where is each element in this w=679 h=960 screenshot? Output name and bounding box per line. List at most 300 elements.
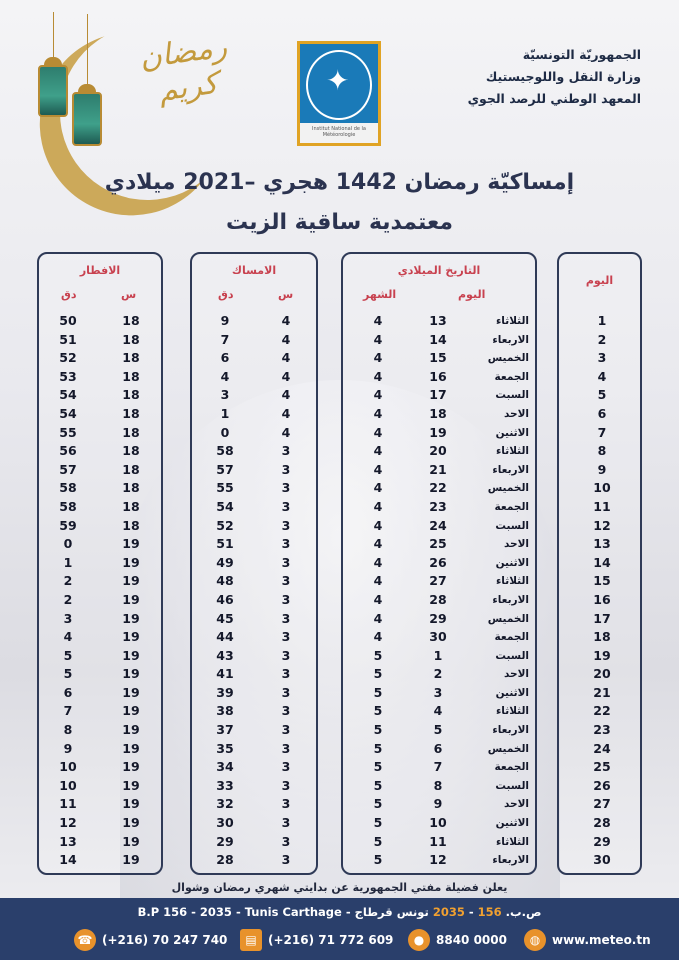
table-row [343,628,535,647]
imsak-hour-cell: 3 [281,610,291,626]
weekday-name-cell: الجمعة [494,370,529,383]
table-row [192,851,316,870]
table-row [343,312,535,331]
gregorian-day-cell: 26 [429,554,447,570]
gregorian-month-cell: 4 [373,443,383,459]
address-postal-code: 2035 [432,905,465,919]
imsak-hour-cell: 4 [281,424,291,440]
iftar-hour-cell: 19 [122,536,140,552]
gregorian-month-cell: 4 [373,573,383,589]
table-row [39,665,161,684]
gregorian-day-cell: 30 [429,629,447,645]
iftar-minute-cell: 59 [59,517,77,533]
ramadan-day-cell: 7 [597,424,607,440]
day-rows [559,312,640,870]
table-row [39,312,161,331]
iftar-minute-cell: 10 [59,777,77,793]
iftar-minute-cell: 1 [63,554,73,570]
table-row [559,814,640,833]
phone-1-text: (+216) 70 247 740 [102,933,228,947]
table-row [192,368,316,387]
gregorian-month-cell: 5 [373,666,383,682]
iftar-hour-cell: 19 [122,759,140,775]
ramadan-day-cell: 12 [593,517,611,533]
ramadan-day-cell: 20 [593,666,611,682]
table-row [39,610,161,629]
imsak-minute-cell: 7 [220,331,230,347]
iftar-hour-cell: 19 [122,852,140,868]
address-po-box-label: ص.ب. [501,905,542,919]
table-row [559,331,640,350]
table-row [559,851,640,870]
imsak-minute-cell: 34 [216,759,234,775]
table-row [192,405,316,424]
gov-line-republic: الجمهوريّة التونسيّة [522,47,641,62]
weekday-name-cell: الاحد [503,668,529,681]
page-title: إمساكيّة رمضان 1442 هجري –2021 ميلادي [104,170,575,195]
gregorian-month-cell: 5 [373,777,383,793]
ramadan-day-cell: 23 [593,722,611,738]
table-row [343,479,535,498]
gregorian-month-cell: 4 [373,554,383,570]
ramadan-day-cell: 10 [593,480,611,496]
ramadan-day-cell: 21 [593,684,611,700]
table-row [343,610,535,629]
table-row [39,405,161,424]
iftar-hour-cell: 19 [122,666,140,682]
gregorian-day-cell: 4 [433,703,443,719]
table-row [39,535,161,554]
iftar-minute-cell: 51 [59,331,77,347]
imsak-minute-cell: 48 [216,573,234,589]
imsak-hour-cell: 3 [281,722,291,738]
iftar-minute-cell: 57 [59,461,77,477]
weekday-name-cell: الثلاثاء [495,575,529,588]
weekday-name-cell: الاثنين [495,426,529,439]
ramadan-day-cell: 16 [593,591,611,607]
contact-phone-3[interactable] [408,928,507,952]
iftar-minute-cell: 10 [59,759,77,775]
gregorian-month-cell: 4 [373,480,383,496]
imsak-header: الامساك [231,264,277,277]
ramadan-day-cell: 2 [597,331,607,347]
gregorian-day-cell: 10 [429,815,447,831]
gregorian-month-cell: 4 [373,313,383,328]
iftar-hour-cell: 19 [122,815,140,831]
ramadan-day-cell: 29 [593,833,611,849]
imsak-hour-cell: 4 [281,350,291,366]
gregorian-day-cell: 8 [433,777,443,793]
page-subtitle: معتمدية ساقية الزيت [225,210,454,235]
table-row [39,814,161,833]
imsak-minute-cell: 52 [216,517,234,533]
imsak-minute-cell: 37 [216,722,234,738]
imsak-minute-cell: 1 [220,405,230,421]
iftar-hour-cell: 18 [122,368,140,384]
imsak-hour-cell: 3 [281,815,291,831]
weekday-name-cell: الاحد [503,538,529,551]
gregorian-header: التاريخ الميلادي [397,264,481,277]
table-row [559,795,640,814]
ramadan-day-cell: 22 [593,703,611,719]
weekday-name-cell: الثلاثاء [495,705,529,718]
contact-website[interactable] [524,928,651,952]
gregorian-month-subheader: الشهر [363,288,397,301]
weekday-name-cell: الخميس [487,352,529,365]
gregorian-month-cell: 4 [373,331,383,347]
table-row [559,833,640,852]
iftar-minute-cell: 54 [59,405,77,421]
imsak-minute-cell: 38 [216,703,234,719]
iftar-column-box [37,252,163,875]
table-row [39,628,161,647]
location-icon: ● [408,929,430,951]
iftar-minute-cell: 53 [59,368,77,384]
table-row [559,721,640,740]
gregorian-day-cell: 19 [429,424,447,440]
table-row [192,721,316,740]
imsak-hour-cell: 4 [281,387,291,403]
table-row [343,702,535,721]
iftar-hour-cell: 18 [122,498,140,514]
gregorian-day-cell: 6 [433,740,443,756]
iftar-hour-cell: 18 [122,517,140,533]
table-row [192,833,316,852]
table-row [559,424,640,443]
weekday-name-cell: السبت [495,519,529,532]
lantern-icon [72,92,102,146]
iftar-minute-cell: 50 [59,313,77,328]
table-row [192,424,316,443]
table-row [343,684,535,703]
weekday-name-cell: الاربعاء [492,854,529,867]
contact-phone-2[interactable] [240,928,393,952]
table-row [343,665,535,684]
imsak-minute-cell: 28 [216,852,234,868]
table-row [343,386,535,405]
iftar-hour-cell: 18 [122,387,140,403]
gregorian-date-box [341,252,537,875]
iftar-minute-cell: 5 [63,666,73,682]
table-row [559,591,640,610]
weekday-name-cell: الاثنين [495,556,529,569]
gregorian-day-cell: 27 [429,573,447,589]
table-row [343,795,535,814]
gregorian-day-cell: 2 [433,666,443,682]
table-row [192,647,316,666]
imsak-minute-cell: 51 [216,536,234,552]
imsak-hour-cell: 3 [281,796,291,812]
table-row [192,349,316,368]
imsak-minute-cell: 55 [216,480,234,496]
gregorian-month-cell: 4 [373,629,383,645]
iftar-minute-cell: 7 [63,703,73,719]
imsak-hour-cell: 3 [281,759,291,775]
table-row [192,461,316,480]
table-row [343,424,535,443]
imsak-hour-cell: 3 [281,443,291,459]
ramadan-day-cell: 4 [597,368,607,384]
table-row [39,331,161,350]
imsak-minute-cell: 30 [216,815,234,831]
gregorian-day-cell: 5 [433,722,443,738]
imsak-minute-cell: 35 [216,740,234,756]
iftar-hour-cell: 19 [122,554,140,570]
table-row [559,740,640,759]
imsak-hour-cell: 3 [281,629,291,645]
iftar-hour-cell: 19 [122,610,140,626]
table-row [192,479,316,498]
footer-address [0,905,679,919]
imsak-minute-cell: 32 [216,796,234,812]
ramadan-day-cell: 6 [597,405,607,421]
table-row [192,517,316,536]
phone-3-text: 8840 0000 [436,933,507,947]
imsak-minute-cell: 9 [220,313,230,328]
imsak-hour-subheader: س [278,288,294,301]
gregorian-day-cell: 13 [429,313,447,328]
table-row [39,349,161,368]
table-row [343,740,535,759]
imsak-hour-cell: 3 [281,740,291,756]
table-row [39,684,161,703]
weekday-name-cell: الخميس [487,742,529,755]
imsak-hour-cell: 4 [281,313,291,328]
iftar-minute-cell: 58 [59,480,77,496]
address-french: B.P 156 - 2035 - Tunis Carthage - [137,905,355,919]
table-row [39,740,161,759]
table-row [559,461,640,480]
table-row [39,647,161,666]
table-row [343,851,535,870]
ramadan-day-cell: 19 [593,647,611,663]
gregorian-month-cell: 5 [373,684,383,700]
ramadan-day-cell: 8 [597,443,607,459]
imsak-hour-cell: 3 [281,684,291,700]
gregorian-day-cell: 29 [429,610,447,626]
weekday-name-cell: الاربعاء [492,463,529,476]
logo-caption: Institut National de la Météorologie [300,123,378,143]
table-row [559,498,640,517]
table-row [559,312,640,331]
table-row [343,572,535,591]
table-row [39,758,161,777]
iftar-hour-cell: 18 [122,405,140,421]
iftar-minute-cell: 54 [59,387,77,403]
table-row [39,572,161,591]
gregorian-day-cell: 14 [429,331,447,347]
gregorian-month-cell: 4 [373,368,383,384]
iftar-minute-cell: 0 [63,536,73,552]
table-row [39,479,161,498]
iftar-hour-cell: 19 [122,722,140,738]
imsak-minute-cell: 0 [220,424,230,440]
ramadan-day-cell: 9 [597,461,607,477]
iftar-hour-cell: 19 [122,796,140,812]
table-row [343,814,535,833]
weekday-name-cell: الاثنين [495,686,529,699]
iftar-hour-cell: 18 [122,480,140,496]
table-row [192,814,316,833]
phone-icon: ☎ [74,929,96,951]
gregorian-day-cell: 24 [429,517,447,533]
gregorian-day-cell: 11 [429,833,447,849]
table-row [559,758,640,777]
table-row [192,591,316,610]
gregorian-month-cell: 4 [373,387,383,403]
table-row [192,386,316,405]
weekday-name-cell: الاربعاء [492,593,529,606]
table-row [343,721,535,740]
table-row [559,665,640,684]
address-po-number: 156 [477,905,502,919]
gregorian-day-cell: 7 [433,759,443,775]
table-row [192,628,316,647]
gregorian-month-cell: 5 [373,833,383,849]
weekday-name-cell: السبت [495,649,529,662]
table-row [343,758,535,777]
weekday-name-cell: الجمعة [494,500,529,513]
weekday-name-cell: الخميس [487,482,529,495]
gregorian-month-cell: 4 [373,536,383,552]
table-row [39,851,161,870]
gregorian-day-cell: 18 [429,405,447,421]
gov-line-institute: المعهد الوطني للرصد الجوي [467,91,641,106]
table-row [39,702,161,721]
iftar-hour-cell: 18 [122,350,140,366]
imsak-minute-cell: 6 [220,350,230,366]
iftar-hour-cell: 18 [122,461,140,477]
gregorian-day-cell: 9 [433,796,443,812]
gregorian-day-cell: 12 [429,852,447,868]
gregorian-month-cell: 5 [373,852,383,868]
table-row [559,442,640,461]
iftar-rows [39,312,161,870]
gregorian-month-cell: 5 [373,759,383,775]
gregorian-month-cell: 4 [373,405,383,421]
imsak-minute-cell: 39 [216,684,234,700]
imsak-hour-cell: 3 [281,852,291,868]
table-row [39,777,161,796]
iftar-hour-cell: 19 [122,703,140,719]
gregorian-month-cell: 5 [373,740,383,756]
imsak-column-box [190,252,318,875]
iftar-minute-cell: 55 [59,424,77,440]
iftar-minute-cell: 13 [59,833,77,849]
imsak-minute-cell: 43 [216,647,234,663]
iftar-minute-cell: 4 [63,629,73,645]
table-row [343,405,535,424]
imsak-hour-cell: 3 [281,573,291,589]
ramadan-kareem-calligraphy: رمضان كريم [137,29,230,109]
ramadan-day-cell: 27 [593,796,611,812]
table-row [39,721,161,740]
table-row [559,628,640,647]
imsak-hour-cell: 3 [281,461,291,477]
gregorian-day-cell: 25 [429,536,447,552]
gregorian-day-cell: 21 [429,461,447,477]
contact-phone-1[interactable] [74,928,227,952]
weekday-name-cell: الجمعة [494,631,529,644]
table-row [192,572,316,591]
table-row [559,554,640,573]
imsak-minute-cell: 49 [216,554,234,570]
table-row [559,572,640,591]
gregorian-day-cell: 3 [433,684,443,700]
weekday-name-cell: الاثنين [495,817,529,830]
weekday-name-cell: الخميس [487,612,529,625]
gregorian-day-cell: 17 [429,387,447,403]
imsak-hour-cell: 4 [281,368,291,384]
ramadan-day-cell: 14 [593,554,611,570]
table-row [39,442,161,461]
imsak-minute-cell: 58 [216,443,234,459]
iftar-hour-cell: 19 [122,591,140,607]
phone-2-text: (+216) 71 772 609 [268,933,394,947]
weekday-name-cell: الجمعة [494,761,529,774]
imsak-minute-cell: 46 [216,591,234,607]
table-row [559,777,640,796]
imsak-hour-cell: 3 [281,777,291,793]
weekday-name-cell: الاحد [503,798,529,811]
sun-wave-icon [306,50,372,120]
table-row [559,702,640,721]
imsak-hour-cell: 3 [281,703,291,719]
table-row [39,795,161,814]
table-row [192,684,316,703]
imsak-minute-cell: 3 [220,387,230,403]
imsak-hour-cell: 3 [281,666,291,682]
gov-line-ministry: وزارة النقل واللوجيستيك [485,69,641,84]
fax-icon: ▤ [240,929,262,951]
table-row [559,535,640,554]
table-row [343,833,535,852]
gregorian-month-cell: 5 [373,815,383,831]
imsak-minute-cell: 41 [216,666,234,682]
iftar-hour-cell: 18 [122,313,140,328]
gregorian-month-cell: 4 [373,610,383,626]
table-row [559,647,640,666]
table-row [559,405,640,424]
gregorian-month-cell: 4 [373,350,383,366]
iftar-hour-cell: 19 [122,629,140,645]
weekday-name-cell: الثلاثاء [495,445,529,458]
table-row [192,777,316,796]
table-row [559,368,640,387]
gregorian-month-cell: 5 [373,722,383,738]
table-row [559,610,640,629]
gregorian-day-cell: 15 [429,350,447,366]
address-separator: - [464,905,478,919]
table-row [192,331,316,350]
announcement-note: يعلن فضيلة مفتي الجمهورية عن بدايتي شهري رمضان وشوال [171,881,508,894]
table-row [192,795,316,814]
lantern-icon [38,65,68,117]
ramadan-day-cell: 13 [593,536,611,552]
gregorian-month-cell: 4 [373,498,383,514]
table-row [192,535,316,554]
iftar-hour-cell: 18 [122,424,140,440]
ramadan-day-cell: 24 [593,740,611,756]
imsak-minute-subheader: دق [218,288,234,301]
imsak-hour-cell: 3 [281,517,291,533]
imsak-minute-cell: 54 [216,498,234,514]
iftar-minute-cell: 2 [63,591,73,607]
iftar-hour-cell: 19 [122,647,140,663]
globe-icon: ◍ [524,929,546,951]
table-row [192,610,316,629]
iftar-minute-cell: 56 [59,443,77,459]
